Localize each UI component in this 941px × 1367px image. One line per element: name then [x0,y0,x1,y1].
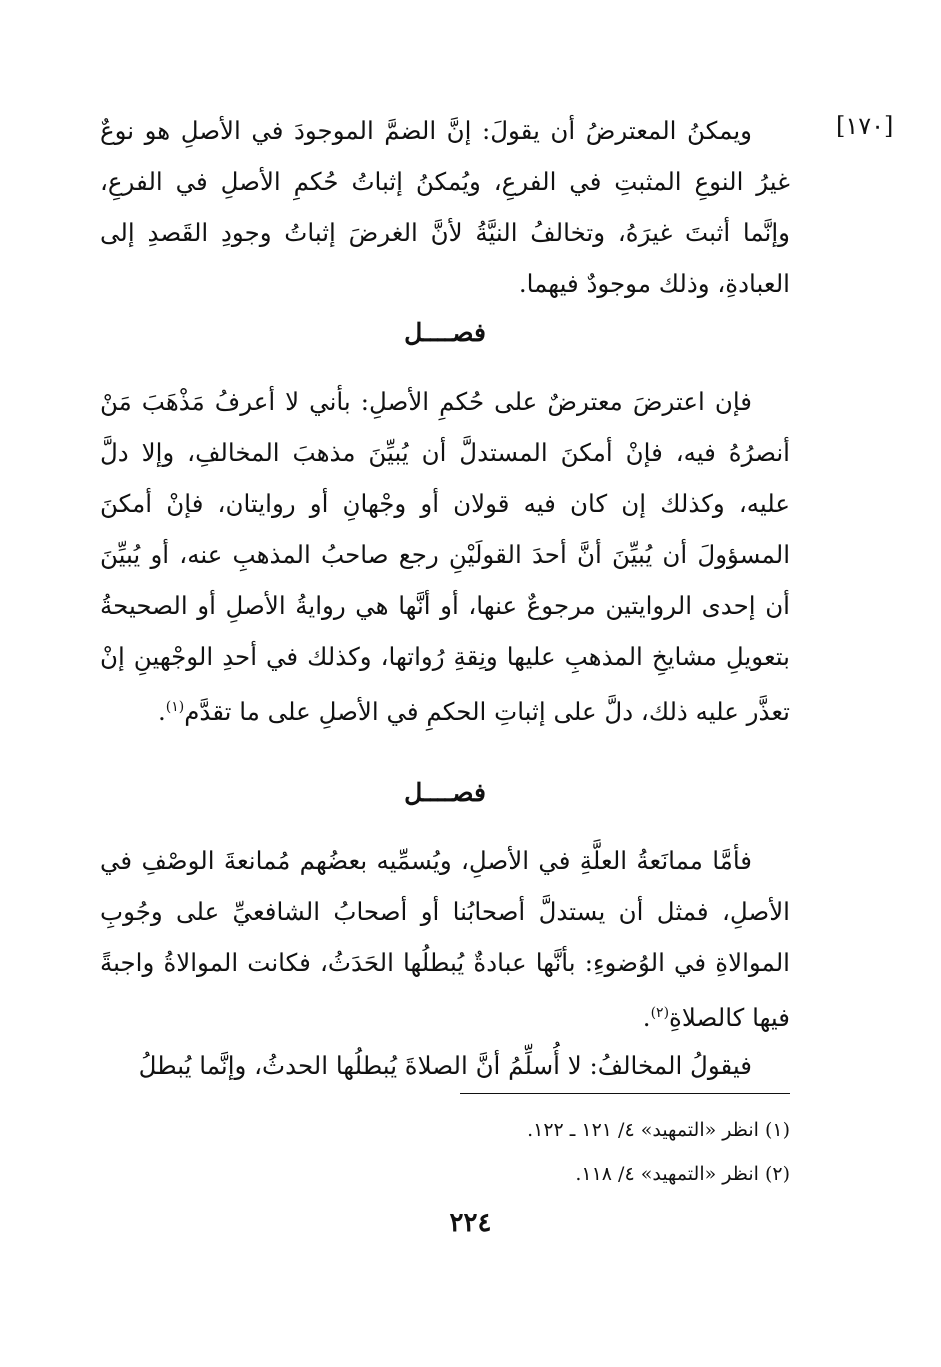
paragraph-1-block [100,105,790,309]
footnote-1: (١) انظر «التمهيد» ٤/ ١٢١ ـ ١٢٢. [527,1119,790,1141]
section-heading-1: فصــــل [404,318,486,347]
paragraph-3: فأمَّا ممانَعةُ العلَّةِ في الأصلِ، ويُسمِّيه بعضُهم مُمانعةَ الوصْفِ في الأصلِ، فمثل أن يستدلَّ أصحابُنا أو أصحابُ الشافعيِّ على وجُوبِ الموالاةِ في الوُضوءِ: بأنَّها عبادةٌ يُبطلُها الحَدَثُ، فكانت الموالاةُ واجبةً فيها كالصلاةِ$^{(٢)}$. [100,846,790,1033]
page-number: ٢٢٤ [449,1208,492,1238]
paragraph-1: ويمكنُ المعترضُ أن يقولَ: إنَّ الضمَّ الموجودَ في الأصلِ هو نوعٌ غيرُ النوعِ المثبتِ في الفرعِ، ويُمكنُ إثباتُ حُكمِ الأصلِ في الفرعِ، وإنَّما أثبتَ غيرَهُ، وتخالفُ النيَّةُ لأنَّ الغرضَ إثباتُ وجودِ القَصدِ إلى العبادةِ، وذلك موجودٌ فيهما. [100,116,790,298]
paragraph-2-block [100,376,790,737]
footnote-2: (٢) انظر «التمهيد» ٤/ ١١٨. [575,1163,790,1185]
section-heading-2: فصــــل [404,778,486,807]
paragraph-2-text: فإن اعترضَ معترضٌ على حُكمِ الأصلِ: بأني لا أعرفُ مَذْهَبَ مَنْ أنصرُهُ فيه، فإنْ أمكنَ المستدلَّ أن يُبيِّنَ مذهبَ المخالفِ، وإلا دلَّ عليه، وكذلك إن كان فيه قولان أو وجْهانِ أو روايتان، فإنْ أمكنَ المسؤولَ أن يُبيِّنَ أنَّ أحدَ القولَيْنِ رجع صاحبُ المذهبِ عنه، أو يُبيِّنَ أن إحدى الروايتين مرجوعٌ عنها، أو أنَّها هي روايةُ الأصلِ أو الصحيحةُ بتعويلِ مشايخِ المذهبِ عليها ونِقةِ رُواتها، وكذلك في أحدِ الوجْهينِ إنْ تعذَّر عليه ذلك، دلَّ على إثباتِ الحكمِ في الأصلِ على ما تقدَّم [100,387,790,727]
footnote-reference-1: (١) [165,699,185,715]
paragraph-3-text: فأمَّا ممانَعةُ العلَّةِ في الأصلِ، ويُسمِّيه بعضُهم مُمانعةَ الوصْفِ في الأصلِ، فمثل أن يستدلَّ أصحابُنا أو أصحابُ الشافعيِّ على وجُوبِ الموالاةِ في الوُضوءِ: بأنَّها عبادةٌ يُبطلُها الحَدَثُ، فكانت الموالاةُ واجبةً فيها كالصلاةِ [100,846,790,1033]
footnote-reference-2: (٢) [650,1005,670,1021]
paragraph-3-block [100,835,790,1043]
footnote-separator [460,1093,790,1094]
paragraph-4: فيقولُ المخالفُ: لا أُسلِّمُ أنَّ الصلاةَ يُبطلُها الحدثُ، وإنَّما يُبطلُ [138,1051,752,1080]
paragraph-4-block [100,1040,790,1091]
footnotes [300,1108,790,1196]
page-marker: [١٧٠] [836,112,894,140]
paragraph-2: فإن اعترضَ معترضٌ على حُكمِ الأصلِ: بأني لا أعرفُ مَذْهَبَ مَنْ أنصرُهُ فيه، فإنْ أمكنَ المستدلَّ أن يُبيِّنَ مذهبَ المخالفِ، وإلا دلَّ عليه، وكذلك إن كان فيه قولان أو وجْهانِ أو روايتان، فإنْ أمكنَ المسؤولَ أن يُبيِّنَ أنَّ أحدَ القولَيْنِ رجع صاحبُ المذهبِ عنه، أو يُبيِّنَ أن إحدى الروايتين مرجوعٌ عنها، أو أنَّها هي روايةُ الأصلِ أو الصحيحةُ بتعويلِ مشايخِ المذهبِ عليها ونِقةِ رُواتها، وكذلك في أحدِ الوجْهينِ إنْ تعذَّر عليه ذلك، دلَّ على إثباتِ الحكمِ في الأصلِ على ما تقدَّم$^{(١)}$. [100,387,790,727]
